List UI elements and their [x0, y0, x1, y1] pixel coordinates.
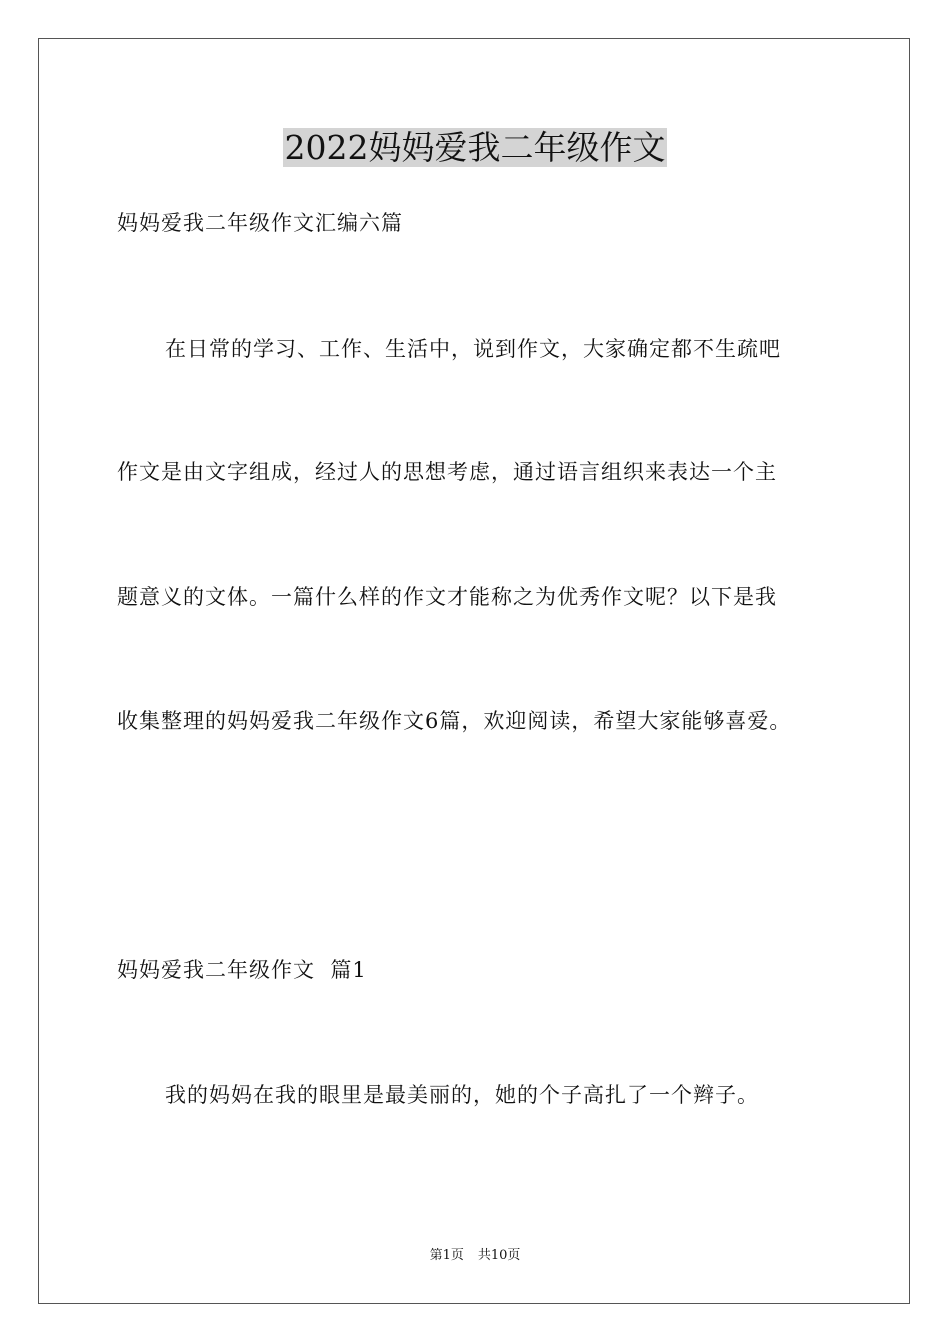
document-subtitle: 妈妈爱我二年级作文汇编六篇: [117, 211, 403, 235]
section-heading: 妈妈爱我二年级作文 篇1: [117, 958, 367, 982]
intro-line: 收集整理的妈妈爱我二年级作文6篇，欢迎阅读，希望大家能够喜爱。: [117, 709, 792, 733]
intro-line: 作文是由文字组成，经过人的思想考虑，通过语言组织来表达一个主: [117, 460, 777, 484]
section-line: 我的妈妈在我的眼里是最美丽的，她的个子高扎了一个辫子。: [165, 1083, 759, 1107]
title-text: 2022妈妈爱我二年级作文: [284, 128, 666, 167]
intro-line: 题意义的文体。一篇什么样的作文才能称之为优秀作文呢？以下是我: [117, 585, 777, 609]
total-pages: 共10页: [477, 1248, 521, 1263]
page-footer: [0, 1246, 950, 1266]
page-number: 第1页: [429, 1248, 464, 1263]
document-title: [0, 126, 950, 170]
intro-line: 在日常的学习、工作、生活中，说到作文，大家确定都不生疏吧: [165, 337, 781, 361]
